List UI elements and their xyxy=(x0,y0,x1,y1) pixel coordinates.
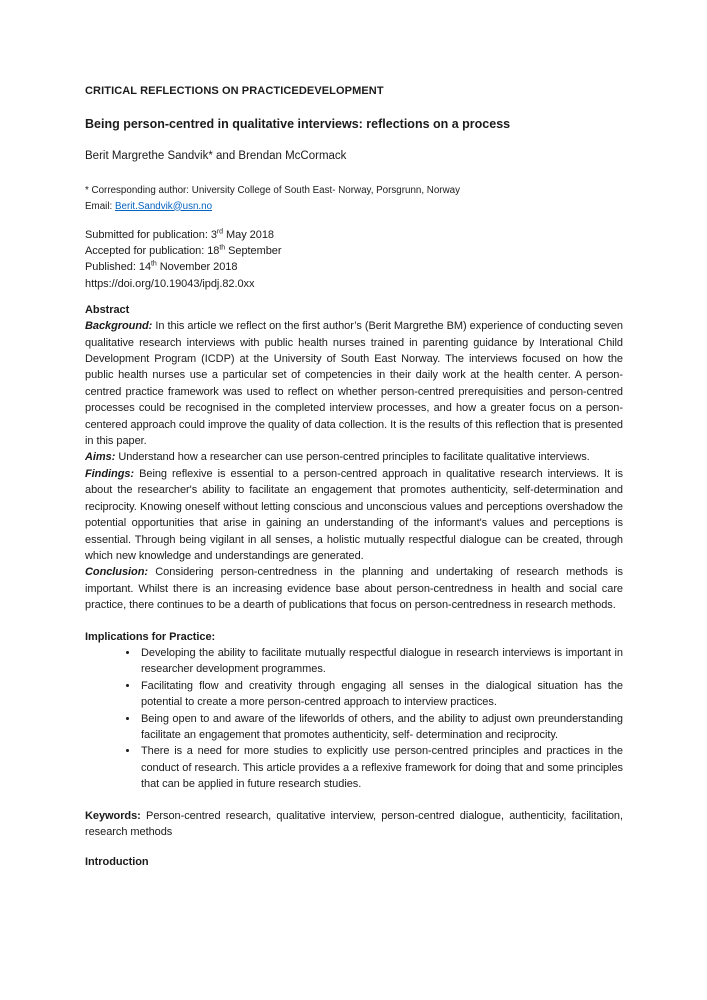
conclusion-text: Considering person-centredness in the planning and undertaking of research methods is important. Whilst there is an increasing evidence base about person-centredness in health and social care practice, there continues to be a dearth of publications that focus on person-centredness in research methods. xyxy=(85,566,623,612)
keywords-label: Keywords: xyxy=(85,809,141,822)
abstract-aims-paragraph xyxy=(85,449,623,465)
paper-title: Being person-centred in qualitative interviews: reflections on a process xyxy=(85,117,511,131)
published-line xyxy=(85,259,623,275)
findings-label: Findings: xyxy=(85,467,135,480)
abstract-conclusion-paragraph xyxy=(85,564,623,613)
published-date: November 2018 xyxy=(159,261,238,274)
aims-label: Aims: xyxy=(85,451,116,464)
published-ordinal-superscript: th xyxy=(151,260,157,268)
abstract-block xyxy=(85,302,623,614)
implications-block xyxy=(85,629,623,793)
conclusion-label: Conclusion: xyxy=(85,566,149,579)
background-text: In this article we reflect on the first author’s (Berit Margrethe BM) experience of conducting seven qualitative research interviews with public health nurses trained in parenting guidance by Interational Child Development Program (ICDP) at the University of South East Norway. The interviews focused on how the public health nurses use a particular set of competencies in their daily work at the health center. A person-centred practice framework was used to reflect on whether person-centred prerequisities and person-centred processes could be recognised in the completed interview processes, and how a greater focus on a person-centered approach could improve the quality of data collection. It is the results of this reflection that is presented in this paper. xyxy=(85,320,623,448)
authors-line: Berit Margrethe Sandvik* and Brendan McCormack xyxy=(85,150,347,162)
published-text: Published: 14 xyxy=(85,261,152,274)
keywords-line xyxy=(85,808,623,841)
abstract-heading: Abstract xyxy=(85,303,130,316)
abstract-background-paragraph xyxy=(85,318,623,449)
doi-line: https://doi.org/10.19043/ipdj.82.0xx xyxy=(85,277,255,290)
aims-text: Understand how a researcher can use person-centred principles to facilitate qualitative interviews. xyxy=(118,451,590,464)
submitted-ordinal-superscript: rd xyxy=(216,228,224,236)
email-line xyxy=(85,199,623,215)
section-category: CRITICAL REFLECTIONS ON PRACTICEDEVELOPMENT xyxy=(85,85,384,97)
introduction-heading: Introduction xyxy=(85,856,149,869)
background-label: Background: xyxy=(85,320,153,333)
accepted-ordinal-superscript: th xyxy=(219,244,226,252)
accepted-line xyxy=(85,243,623,259)
implication-item: • Facilitating flow and creativity through engaging all senses in the dialogical situation has the potential to create a more person-centred approach to interview practices. xyxy=(139,678,623,711)
findings-text: Being reflexive is essential to a person-centred approach in qualitative research interviews. It is about the researcher's ability to facilitate an engagement that promotes authenticity, self-determination and reciprocity. Knowing oneself without letting conscious and unconscious values and perceptions overshadow the potential opportunities that arise in gaining an understanding of the informant's values and perceptions is essential. Through being vigilant in all senses, a holistic mutually respectful dialogue can be created, through which new knowledge and understandings are generated. xyxy=(85,467,623,562)
submitted-text: Submitted for publication: 3 xyxy=(85,229,217,241)
implication-item: • There is a need for more studies to explicitly use person-centred principles and practices in the conduct of research. This article provides a a reflexive framework for doing that and some principles that can be applied in future research studies. xyxy=(139,743,623,792)
email-link[interactable]: Berit.Sandvik@usn.no xyxy=(114,200,213,212)
affiliation-block xyxy=(85,183,623,214)
corresponding-author-note: * Corresponding author: University College of South East- Norway, Porsgrunn, Norway xyxy=(85,185,460,196)
keywords-text: Person-centred research, qualitative interview, person-centred dialogue, authenticity, facilitation, research methods xyxy=(85,809,623,838)
abstract-findings-paragraph xyxy=(85,466,623,564)
implications-heading: Implications for Practice: xyxy=(85,630,216,643)
publication-info-block xyxy=(85,227,623,292)
implication-item: • Being open to and aware of the lifeworlds of others, and the ability to adjust own preunderstanding facilitate an engagement that promotes authenticity, self- determination and reciprocity. xyxy=(139,711,623,744)
accepted-text: Accepted for publication: 18 xyxy=(85,245,220,258)
submitted-line xyxy=(85,227,623,243)
submitted-date: May 2018 xyxy=(226,229,274,241)
email-label: Email: xyxy=(85,200,113,212)
implications-list xyxy=(85,645,623,793)
implication-item: • Developing the ability to facilitate mutually respectful dialogue in research interviews is important in researcher development programmes. xyxy=(139,645,623,678)
accepted-date: September xyxy=(228,245,282,258)
